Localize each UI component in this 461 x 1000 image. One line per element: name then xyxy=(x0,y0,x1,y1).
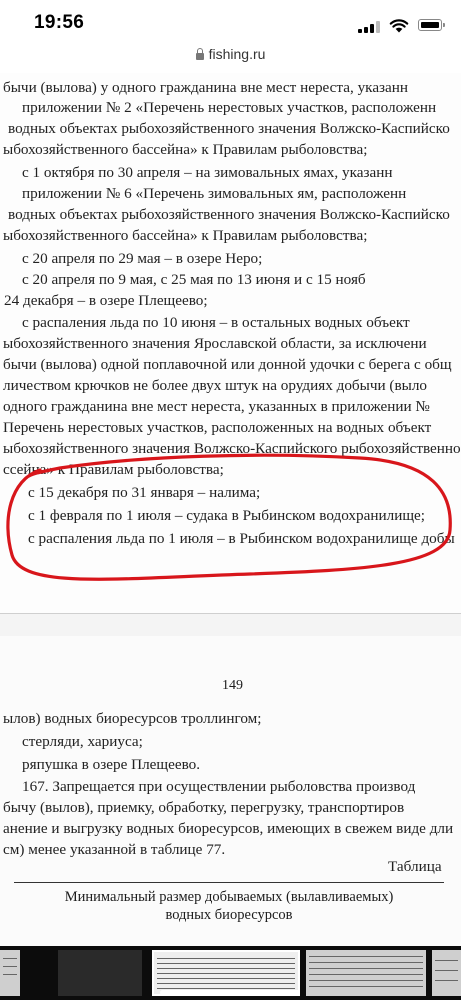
doc-line: стерляди, хариуса; xyxy=(22,733,143,750)
home-indicator[interactable] xyxy=(160,990,300,995)
doc-line: с распаления льда по 10 июня – в остальных водных объект xyxy=(22,314,410,331)
doc-line: ылов) водных биоресурсов троллингом; xyxy=(3,710,262,727)
doc-line: приложении № 6 «Перечень зимовальных ям, расположенн xyxy=(22,185,407,202)
table-label: Таблица xyxy=(388,858,442,875)
doc-line: анение и выгрузку водных биоресурсов, имеющих в свежем виде дли xyxy=(3,820,454,837)
doc-line: ыбохозяйственного значения Ярославской области, за исключени xyxy=(3,335,427,352)
doc-line: личеством крючков не более двух штук на орудиях добычи (выло xyxy=(3,377,428,394)
page-divider xyxy=(0,613,461,637)
doc-line-highlighted: с 15 декабря по 31 января – налима; xyxy=(28,484,261,501)
thumbnail[interactable] xyxy=(306,950,426,996)
thumbnail[interactable] xyxy=(432,950,461,996)
doc-line: 24 декабря – в озере Плещеево; xyxy=(4,292,208,309)
doc-line: бычу (вылов), приемку, обработку, перегрузку, транспортиров xyxy=(3,799,405,816)
doc-line: ряпушка в озере Плещеево. xyxy=(22,756,201,773)
doc-line-highlighted: с распаления льда по 1 июля – в Рыбинском водохранилище добы xyxy=(28,530,455,547)
thumbnail[interactable] xyxy=(0,950,20,996)
page-number: 149 xyxy=(222,678,243,693)
doc-line: ыбохозяйственного бассейна» к Правилам рыболовства; xyxy=(3,141,368,158)
document-page-2 xyxy=(0,636,461,946)
table-title: Минимальный размер добываемых (вылавливаемых) xyxy=(64,889,394,905)
url-text: fishing.ru xyxy=(208,46,266,62)
doc-line: ыбохозяйственного значения Волжско-Каспийского рыбохозяйственно xyxy=(3,440,461,457)
doc-line: 167. Запрещается при осуществлении рыболовства производ xyxy=(22,778,416,795)
doc-line: бычи (вылова) у одного гражданина вне мест нереста, указанн xyxy=(3,79,409,96)
status-time: 19:56 xyxy=(34,12,85,33)
table-subtitle: водных биоресурсов xyxy=(165,907,293,923)
thumbnail[interactable] xyxy=(58,950,142,996)
doc-line: приложении № 2 «Перечень нерестовых участков, расположенн xyxy=(22,99,437,116)
doc-line: с 20 апреля по 9 мая, с 25 мая по 13 июня и с 15 нояб xyxy=(22,271,366,288)
doc-line: одного гражданина вне мест нереста, указанных в приложении № xyxy=(3,398,430,415)
doc-line: см) менее указанной в таблице 77. xyxy=(3,841,226,858)
doc-line: водных объектах рыбохозяйственного значения Волжско-Каспийско xyxy=(8,206,450,223)
doc-line: бычи (вылова) одной поплавочной или донной удочки с берега с общ xyxy=(3,356,452,373)
doc-line: с 1 октября по 30 апреля – на зимовальных ямах, указанн xyxy=(22,164,393,181)
table-header-box xyxy=(14,882,444,943)
doc-line: ыбохозяйственного бассейна» к Правилам рыболовства; xyxy=(3,227,368,244)
doc-line-highlighted: с 1 февраля по 1 июля – судака в Рыбинском водохранилище; xyxy=(28,507,425,524)
doc-line: ссейна» к Правилам рыболовства; xyxy=(3,461,224,478)
doc-line: водных объектах рыбохозяйственного значения Волжско-Каспийско xyxy=(8,120,450,137)
doc-line: с 20 апреля по 29 мая – в озере Неро; xyxy=(22,250,263,267)
doc-line: Перечень нерестовых участков, расположенных на водных объект xyxy=(3,419,432,436)
